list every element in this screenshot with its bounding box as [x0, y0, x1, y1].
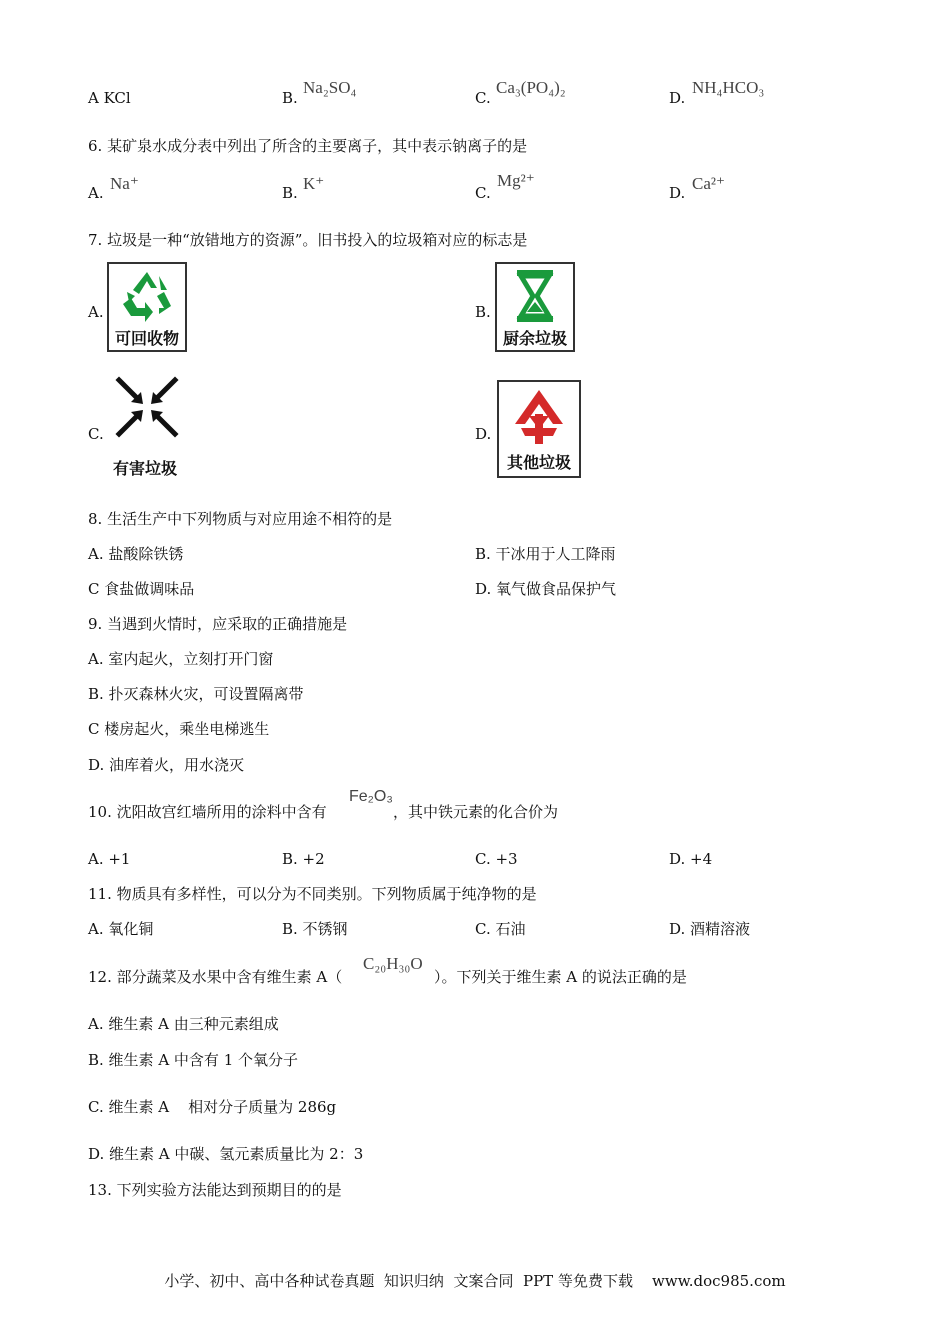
q8-option-c: C 食盐做调味品: [88, 580, 195, 598]
kitchen-waste-sign: [495, 262, 575, 352]
q12-option-d: D. 维生素 A 中碳、氢元素质量比为 2：3: [88, 1145, 364, 1163]
q5-option-d-label: D.: [669, 89, 686, 107]
q10-option-d: D. +4: [669, 850, 713, 868]
q11-stem: 11. 物质具有多样性，可以分为不同类别。下列物质属于纯净物的是: [88, 885, 537, 903]
recyclable-sign: [107, 262, 187, 352]
q9-option-d: D. 油库着火，用水浇灭: [88, 756, 245, 774]
q12-formula: C₂₀H₃₀O: [363, 954, 423, 973]
q12-option-c: C. 维生素 A 相对分子质量为 286g: [88, 1098, 337, 1116]
q9-stem: 9. 当遇到火情时，应采取的正确措施是: [88, 615, 348, 633]
q11-option-c: C. 石油: [475, 920, 526, 938]
recyclable-sign-label: 可回收物: [114, 329, 179, 348]
q12-stem-pre: 12. 部分蔬菜及水果中含有维生素 A（: [88, 968, 343, 986]
q5-option-b-formula: Na₂SO₄: [303, 78, 357, 97]
q6-option-a-label: A.: [88, 184, 104, 202]
q8-option-b: B. 干冰用于人工降雨: [475, 545, 616, 563]
q10-option-b: B. +2: [282, 850, 325, 868]
q10-stem-post: ，其中铁元素的化合价为: [393, 803, 559, 821]
other-waste-sign-label: 其他垃圾: [506, 453, 571, 472]
q12-option-a: A. 维生素 A 由三种元素组成: [88, 1015, 279, 1033]
q11-option-a: A. 氧化铜: [88, 920, 154, 938]
q6-option-d-label: D.: [669, 184, 686, 202]
q11-option-b: B. 不锈钢: [282, 920, 348, 938]
other-waste-icon: [499, 384, 579, 450]
q7-option-a-label: A.: [88, 303, 104, 321]
q7-stem: 7. 垃圾是一种“放错地方的资源”。旧书投入的垃圾箱对应的标志是: [88, 231, 528, 249]
q6-option-c-label: C.: [475, 184, 491, 202]
q5-option-d-formula: NH₄HCO₃: [692, 78, 765, 97]
q10-option-a: A. +1: [88, 850, 131, 868]
q5-option-c-label: C.: [475, 89, 491, 107]
page-footer: 小学、初中、高中各种试卷真题 知识归纳 文案合同 PPT 等免费下载 www.doc985.com: [164, 1272, 786, 1290]
q9-option-b: B. 扑灭森林火灾，可设置隔离带: [88, 685, 304, 703]
q12-option-b: B. 维生素 A 中含有 1 个氧分子: [88, 1051, 299, 1069]
q6-option-b-ion: K⁺: [303, 174, 325, 193]
q7-option-b-label: B.: [475, 303, 491, 321]
hazard-arrows-icon: [107, 376, 187, 438]
hazardous-waste-sign-label: 有害垃圾: [113, 459, 178, 478]
hazardous-waste-sign: [107, 376, 187, 480]
other-waste-sign: [497, 380, 581, 478]
q6-option-a-ion: Na⁺: [110, 174, 139, 193]
q13-stem: 13. 下列实验方法能达到预期目的的是: [88, 1181, 342, 1199]
q7-option-d-label: D.: [475, 425, 492, 443]
hourglass-icon: [497, 266, 573, 326]
q8-option-a: A. 盐酸除铁锈: [88, 545, 184, 563]
q10-option-c: C. +3: [475, 850, 518, 868]
q9-option-c: C 楼房起火，乘坐电梯逃生: [88, 720, 270, 738]
q5-option-a: A KCl: [88, 89, 131, 107]
q6-option-d-ion: Ca²⁺: [692, 174, 725, 193]
q10-formula: Fe₂O₃: [349, 788, 393, 805]
q12-stem-post: ）。下列关于维生素 A 的说法正确的是: [434, 968, 687, 986]
q5-option-c-formula: Ca₃(PO₄)₂: [496, 78, 566, 97]
q11-option-d: D. 酒精溶液: [669, 920, 751, 938]
recycle-icon: [109, 266, 185, 326]
q8-stem: 8. 生活生产中下列物质与对应用途不相符的是: [88, 510, 393, 528]
q6-option-b-label: B.: [282, 184, 298, 202]
q9-option-a: A. 室内起火，立刻打开门窗: [88, 650, 274, 668]
q6-stem: 6. 某矿泉水成分表中列出了所含的主要离子，其中表示钠离子的是: [88, 137, 528, 155]
q7-option-c-label: C.: [88, 425, 104, 443]
q5-option-b-label: B.: [282, 89, 298, 107]
kitchen-waste-sign-label: 厨余垃圾: [502, 329, 567, 348]
q8-option-d: D. 氧气做食品保护气: [475, 580, 617, 598]
q6-option-c-ion: Mg²⁺: [497, 171, 535, 190]
q10-stem-pre: 10. 沈阳故宫红墙所用的涂料中含有: [88, 803, 327, 821]
